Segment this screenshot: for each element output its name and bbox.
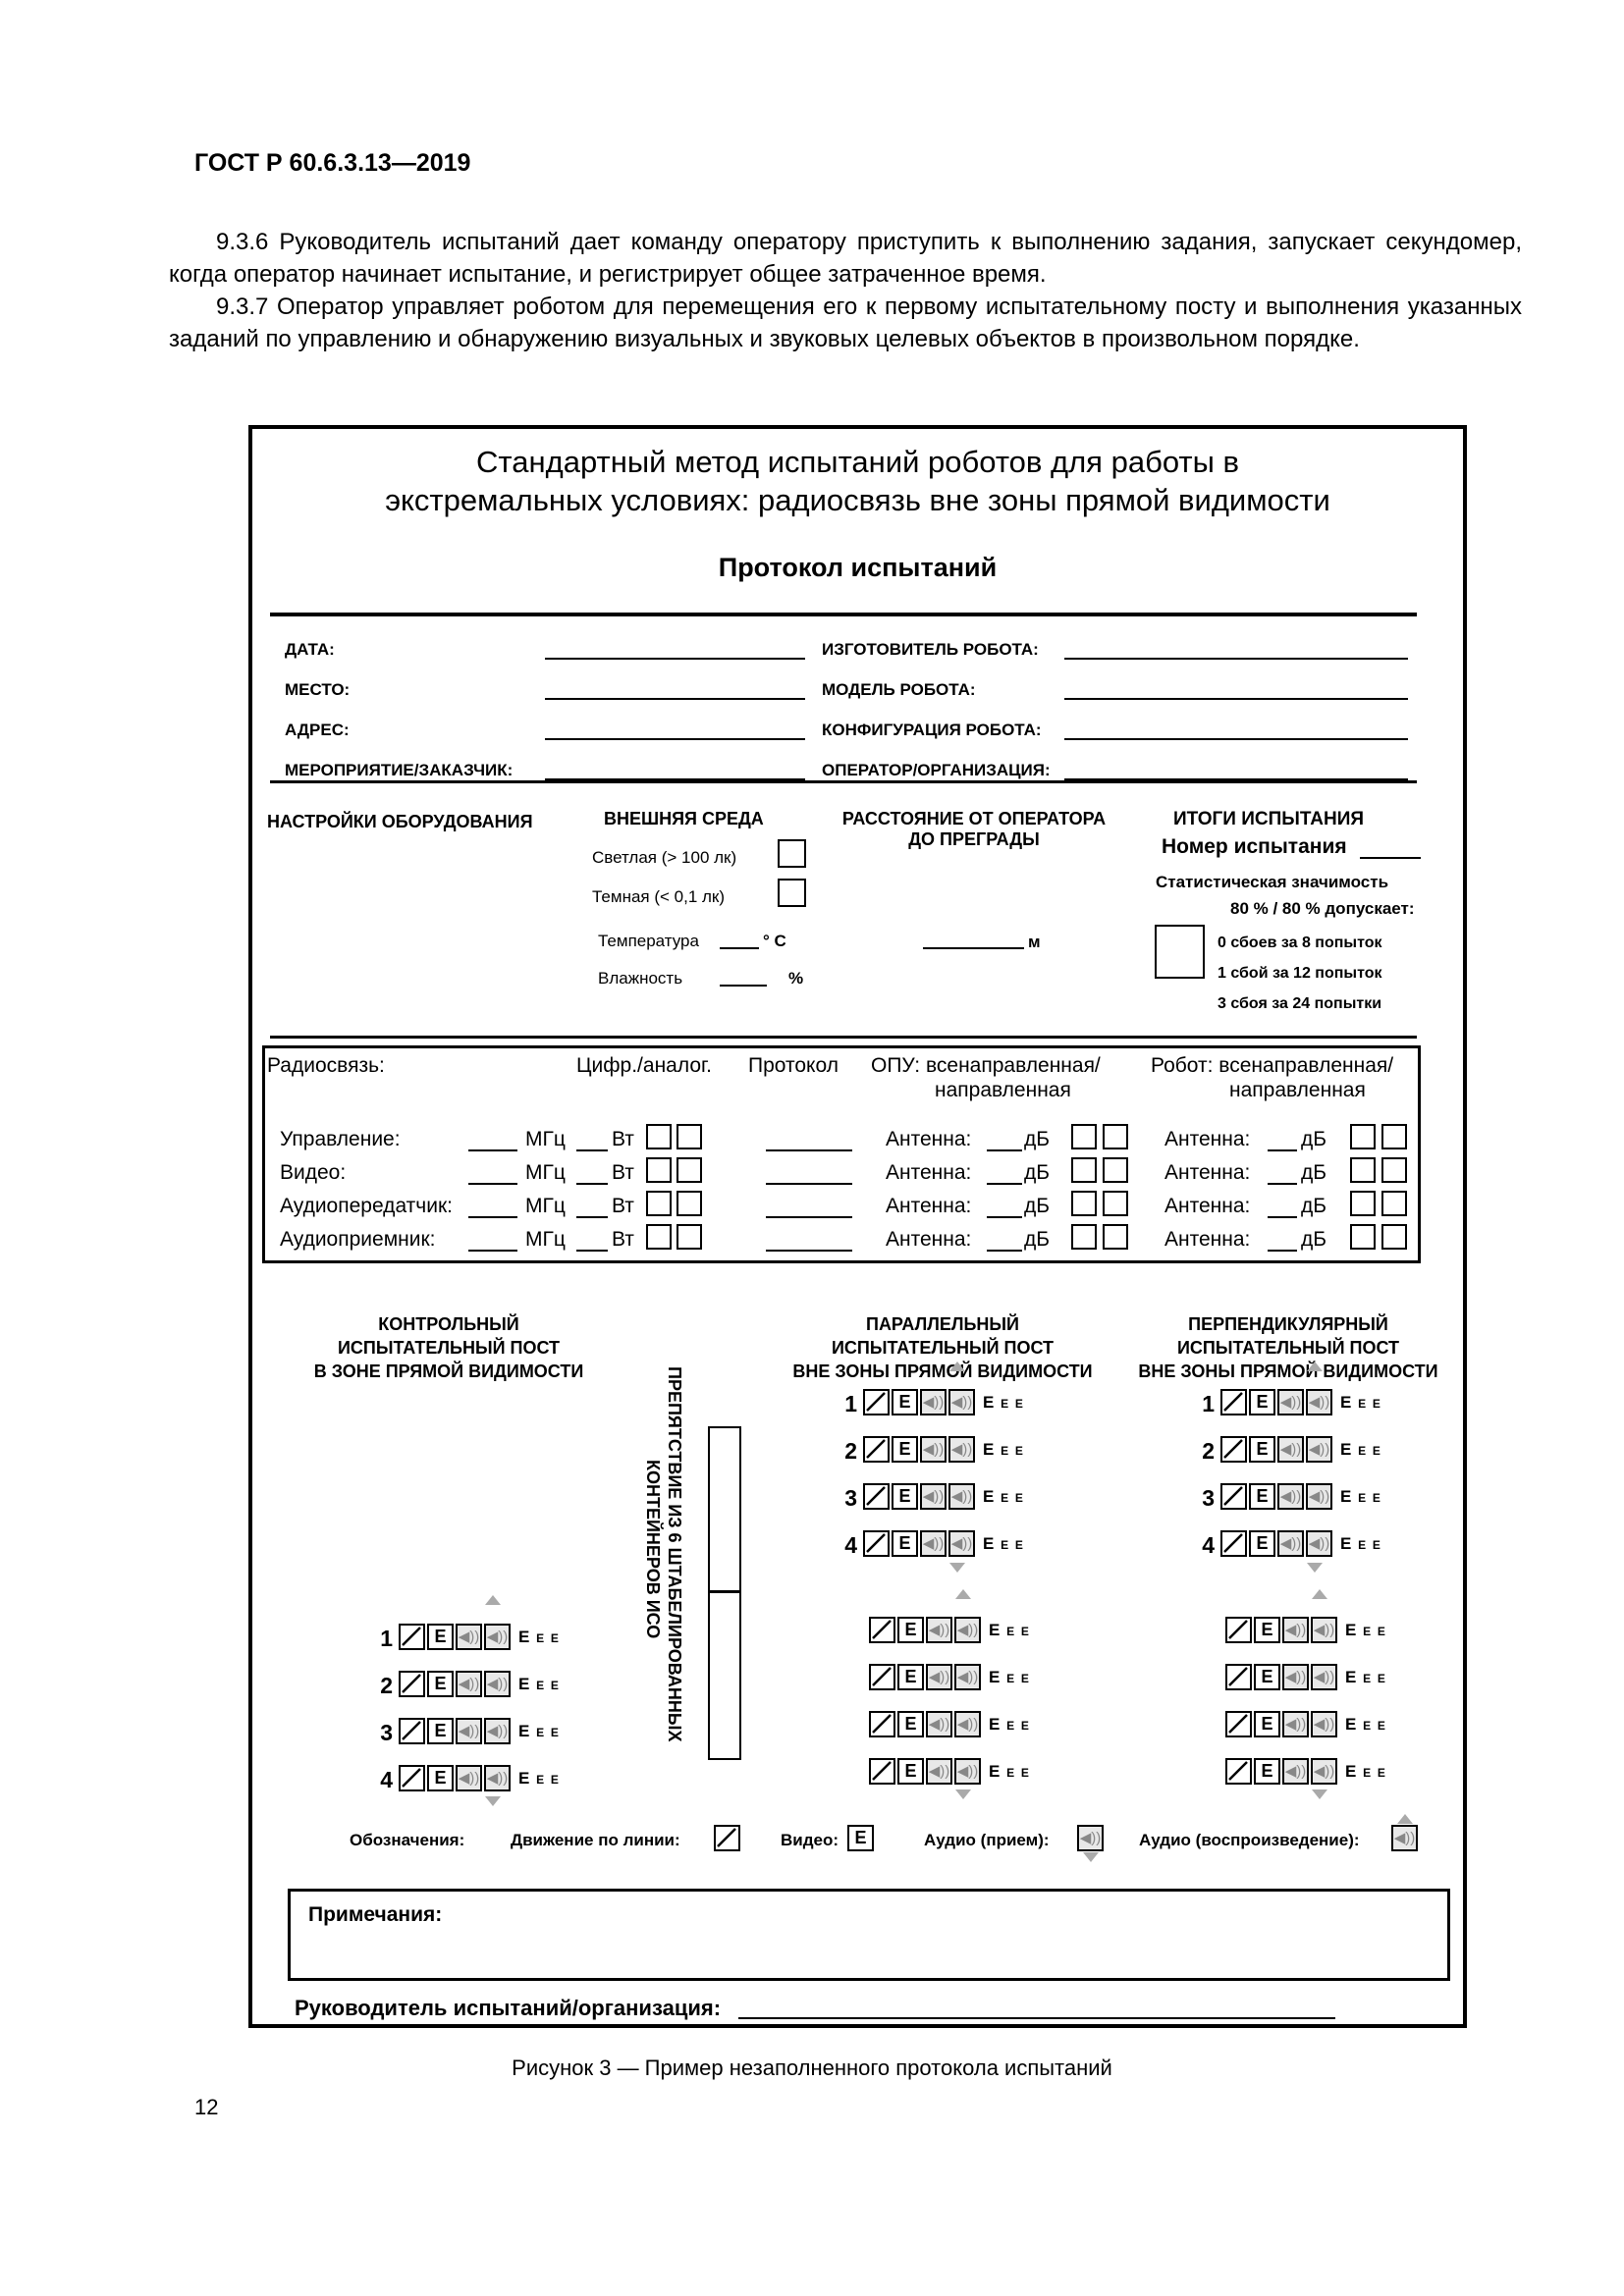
analog-checkbox[interactable] xyxy=(677,1124,702,1149)
video-target-icon[interactable]: Е xyxy=(897,1617,924,1643)
robot-antenna-label: Антенна: xyxy=(1164,1195,1251,1217)
move-line-icon[interactable] xyxy=(863,1436,890,1463)
ocu-db-unit: дБ xyxy=(1024,1195,1051,1217)
radio-row-label: Видео: xyxy=(280,1161,347,1184)
light-label: Светлая (> 100 лк) xyxy=(592,848,737,867)
eye-chart-text: Е Е Е xyxy=(518,1628,560,1646)
watt-field[interactable] xyxy=(576,1250,608,1252)
ocu-omni-checkbox[interactable] xyxy=(1071,1124,1097,1149)
perpendicular-station-row-lower xyxy=(1204,1711,1400,1740)
audio-tx-icon[interactable]: ◀)) xyxy=(1311,1758,1337,1785)
radio-row-label: Аудиопередатчик: xyxy=(280,1195,453,1217)
station-number: 3 xyxy=(380,1720,393,1745)
move-line-icon[interactable] xyxy=(869,1664,895,1690)
station-number: 3 xyxy=(844,1485,857,1511)
robot-omni-checkbox[interactable] xyxy=(1350,1191,1376,1216)
move-line-icon[interactable] xyxy=(1225,1711,1252,1737)
parallel-station-row-lower xyxy=(847,1664,1044,1693)
eye-chart-text: Е Е Е xyxy=(1340,1393,1381,1412)
ocu-db-field[interactable] xyxy=(987,1149,1022,1151)
audio-rx-icon[interactable]: ◀)) xyxy=(1277,1436,1304,1463)
audio-tx-icon[interactable]: ◀)) xyxy=(484,1765,511,1791)
col-digital: Цифр./аналог. xyxy=(576,1054,712,1077)
ocu-directional-checkbox[interactable] xyxy=(1103,1224,1128,1250)
audio-rx-icon[interactable]: ◀)) xyxy=(926,1664,952,1690)
move-line-icon[interactable] xyxy=(869,1617,895,1643)
audio-tx-icon[interactable]: ◀)) xyxy=(1306,1389,1332,1415)
parallel-station-row-lower xyxy=(847,1758,1044,1788)
down-arrow-icon xyxy=(1312,1789,1327,1799)
move-line-icon[interactable] xyxy=(869,1711,895,1737)
radio-row-label: Аудиоприемник: xyxy=(280,1228,436,1251)
paragraph-936: 9.3.6 Руководитель испытаний дает команду оператору приступить к выполнению задания, запускает секундомер, когда оператор начинает испытание, и регистрирует общее затраченное время. xyxy=(169,229,1522,288)
audio-rx-icon[interactable]: ◀)) xyxy=(456,1718,482,1744)
video-target-icon[interactable]: Е xyxy=(427,1718,454,1744)
label-place: МЕСТО: xyxy=(285,680,351,699)
video-target-icon[interactable]: Е xyxy=(1254,1711,1280,1737)
eye-chart-text: Е Е Е xyxy=(1340,1534,1381,1553)
robot-antenna-label: Антенна: xyxy=(1164,1128,1251,1150)
manufacturer-field[interactable] xyxy=(1064,658,1408,660)
dark-checkbox[interactable] xyxy=(778,879,806,907)
audio-tx-icon[interactable]: ◀)) xyxy=(954,1617,981,1643)
robot-antenna-label: Антенна: xyxy=(1164,1228,1251,1251)
mhz-field[interactable] xyxy=(468,1216,517,1218)
robot-omni-checkbox[interactable] xyxy=(1350,1224,1376,1250)
video-target-icon[interactable]: Е xyxy=(892,1436,918,1463)
legend-audio-rx-label: Аудио (прием): xyxy=(924,1831,1050,1849)
protocol-field[interactable] xyxy=(766,1149,852,1151)
paragraph-937: 9.3.7 Оператор управляет роботом для перемещения его к первому испытательному посту и выполнения указанных заданий по управлению и обнаружению визуальных и звуковых целевых объектов в произвольном порядке. xyxy=(169,294,1522,352)
distance-title-1: РАССТОЯНИЕ ОТ ОПЕРАТОРА xyxy=(841,809,1107,828)
ocu-antenna-label: Антенна: xyxy=(886,1195,972,1217)
video-target-icon[interactable]: Е xyxy=(427,1624,454,1650)
video-target-icon[interactable]: Е xyxy=(897,1711,924,1737)
move-line-icon[interactable] xyxy=(399,1624,425,1650)
mhz-field[interactable] xyxy=(468,1149,517,1151)
humidity-unit: % xyxy=(788,969,804,988)
video-target-icon[interactable]: Е xyxy=(1249,1530,1275,1557)
eye-chart-text: Е Е Е xyxy=(989,1668,1030,1686)
station-number: 1 xyxy=(1202,1391,1215,1416)
video-target-icon[interactable]: Е xyxy=(892,1483,918,1510)
eye-chart-text: Е Е Е xyxy=(518,1722,560,1740)
robot-db-unit: дБ xyxy=(1301,1228,1327,1251)
stat-significance-2: 80 % / 80 % допускает: xyxy=(1230,899,1415,918)
form-title-line1: Стандартный метод испытаний роботов для работы в xyxy=(476,445,1239,479)
parallel-station-title: ПАРАЛЛЕЛЬНЫЙ ИСПЫТАТЕЛЬНЫЙ ПОСТ ВНЕ ЗОНЫ ПРЯМОЙ ВИДИМОСТИ xyxy=(792,1314,1093,1381)
control-station-row xyxy=(377,1671,573,1700)
video-target-icon[interactable]: Е xyxy=(427,1671,454,1697)
robot-omni-checkbox[interactable] xyxy=(1350,1157,1376,1183)
move-line-icon[interactable] xyxy=(1225,1758,1252,1785)
control-station-row xyxy=(377,1718,573,1747)
radio-label: Радиосвязь: xyxy=(267,1054,385,1077)
station-number: 2 xyxy=(844,1438,857,1464)
perpendicular-station-row-upper xyxy=(1199,1436,1395,1466)
eye-chart-text: Е Е Е xyxy=(1345,1621,1386,1639)
audio-rx-icon[interactable]: ◀)) xyxy=(920,1483,947,1510)
watt-unit: Вт xyxy=(612,1161,634,1184)
obstacle-label: ПРЕПЯТСТВИЕ ИЗ 6 ШТАБЕЛИРОВАННЫХ КОНТЕЙНЕРОВ ИСО xyxy=(643,1366,684,1742)
station-number: 4 xyxy=(380,1767,393,1792)
robot-db-unit: дБ xyxy=(1301,1128,1327,1150)
ocu-omni-checkbox[interactable] xyxy=(1071,1157,1097,1183)
digital-checkbox[interactable] xyxy=(646,1224,672,1250)
video-target-icon[interactable]: Е xyxy=(897,1664,924,1690)
temperature-label: Температура xyxy=(598,932,699,950)
down-arrow-icon xyxy=(949,1563,965,1573)
label-manufacturer: ИЗГОТОВИТЕЛЬ РОБОТА: xyxy=(822,640,1039,659)
eye-chart-text: Е Е Е xyxy=(518,1769,560,1788)
audio-tx-icon[interactable]: ◀)) xyxy=(1306,1436,1332,1463)
label-address: АДРЕС: xyxy=(285,721,350,739)
eye-chart-text: Е Е Е xyxy=(983,1393,1024,1412)
settings-divider xyxy=(270,1036,1417,1039)
protocol-field[interactable] xyxy=(766,1183,852,1185)
notes-box[interactable] xyxy=(288,1889,1450,1981)
date-field[interactable] xyxy=(545,658,805,660)
notes-label: Примечания: xyxy=(308,1903,443,1926)
audio-tx-icon[interactable]: ◀)) xyxy=(954,1664,981,1690)
audio-rx-icon[interactable]: ◀)) xyxy=(926,1711,952,1737)
watt-unit: Вт xyxy=(612,1228,634,1251)
eye-chart-text: Е Е Е xyxy=(1345,1762,1386,1781)
place-field[interactable] xyxy=(545,698,805,700)
move-line-icon[interactable] xyxy=(863,1389,890,1415)
station-number: 4 xyxy=(1202,1532,1215,1558)
audio-rx-icon[interactable]: ◀)) xyxy=(456,1624,482,1650)
digital-checkbox[interactable] xyxy=(646,1191,672,1216)
audio-rx-icon[interactable]: ◀)) xyxy=(1282,1617,1309,1643)
audio-tx-icon[interactable]: ◀)) xyxy=(948,1530,975,1557)
parallel-station-row-lower xyxy=(847,1711,1044,1740)
control-station-title: КОНТРОЛЬНЫЙ ИСПЫТАТЕЛЬНЫЙ ПОСТ В ЗОНЕ ПРЯМОЙ ВИДИМОСТИ xyxy=(313,1314,584,1381)
distance-title-2: ДО ПРЕГРАДЫ xyxy=(908,829,1040,849)
perpendicular-station-row-lower xyxy=(1204,1617,1400,1646)
audio-tx-icon[interactable]: ◀)) xyxy=(1311,1664,1337,1690)
criterion-1: 0 сбоев за 8 попыток xyxy=(1218,934,1382,951)
analog-checkbox[interactable] xyxy=(677,1224,702,1250)
video-target-icon[interactable]: Е xyxy=(1249,1483,1275,1510)
video-target-icon[interactable]: Е xyxy=(1249,1436,1275,1463)
watt-field[interactable] xyxy=(576,1216,608,1218)
eye-chart-text: Е Е Е xyxy=(983,1440,1024,1459)
robot-db-field[interactable] xyxy=(1268,1216,1297,1218)
col-ocu-2: направленная xyxy=(935,1079,1071,1101)
label-operator: ОПЕРАТОР/ОРГАНИЗАЦИЯ: xyxy=(822,761,1051,779)
move-line-icon[interactable] xyxy=(863,1530,890,1557)
station-number: 3 xyxy=(1202,1485,1215,1511)
eye-chart-text: Е Е Е xyxy=(989,1762,1030,1781)
label-date: ДАТА: xyxy=(285,640,335,659)
audio-tx-icon[interactable]: ◀)) xyxy=(954,1758,981,1785)
signature-field[interactable] xyxy=(738,2017,1335,2019)
audio-rx-icon[interactable]: ◀)) xyxy=(1282,1758,1309,1785)
down-arrow-icon xyxy=(955,1789,971,1799)
audio-rx-icon[interactable]: ◀)) xyxy=(1277,1483,1304,1510)
audio-rx-icon[interactable]: ◀)) xyxy=(456,1765,482,1791)
mhz-field[interactable] xyxy=(468,1183,517,1185)
ocu-db-unit: дБ xyxy=(1024,1161,1051,1184)
audio-tx-icon[interactable]: ◀)) xyxy=(954,1711,981,1737)
ocu-directional-checkbox[interactable] xyxy=(1103,1191,1128,1216)
eye-chart-text: Е Е Е xyxy=(518,1675,560,1693)
audio-rx-icon[interactable]: ◀)) xyxy=(1282,1711,1309,1737)
move-line-icon[interactable] xyxy=(1225,1664,1252,1690)
eye-chart-text: Е Е Е xyxy=(1340,1487,1381,1506)
document-code: ГОСТ Р 60.6.3.13—2019 xyxy=(194,149,471,177)
legend-video-label: Видео: xyxy=(781,1831,839,1849)
audio-rx-icon[interactable]: ◀)) xyxy=(920,1530,947,1557)
ocu-antenna-label: Антенна: xyxy=(886,1228,972,1251)
parallel-station-row-upper xyxy=(841,1530,1038,1560)
video-target-icon[interactable]: Е xyxy=(1254,1664,1280,1690)
video-target-icon[interactable]: Е xyxy=(1254,1617,1280,1643)
up-arrow-icon xyxy=(955,1589,971,1599)
video-target-icon[interactable]: Е xyxy=(892,1389,918,1415)
title-divider xyxy=(270,613,1417,616)
audio-tx-icon[interactable]: ◀)) xyxy=(1311,1617,1337,1643)
watt-unit: Вт xyxy=(612,1195,634,1217)
eye-chart-text: Е Е Е xyxy=(983,1534,1024,1553)
info-divider xyxy=(270,780,1417,783)
humidity-label: Влажность xyxy=(598,969,683,988)
audio-tx-icon[interactable]: ◀)) xyxy=(484,1624,511,1650)
eye-chart-text: Е Е Е xyxy=(1340,1440,1381,1459)
environment-title: ВНЕШНЯЯ СРЕДА xyxy=(604,809,764,828)
audio-tx-icon[interactable]: ◀)) xyxy=(1306,1530,1332,1557)
col-robot-2: направленная xyxy=(1229,1079,1366,1101)
digital-checkbox[interactable] xyxy=(646,1124,672,1149)
configuration-field[interactable] xyxy=(1064,738,1408,740)
robot-directional-checkbox[interactable] xyxy=(1381,1157,1407,1183)
eye-chart-text: Е Е Е xyxy=(983,1487,1024,1506)
move-line-icon[interactable] xyxy=(1220,1530,1247,1557)
results-checkbox[interactable] xyxy=(1155,925,1205,979)
move-line-icon[interactable] xyxy=(1220,1436,1247,1463)
video-target-icon[interactable]: Е xyxy=(897,1758,924,1785)
stat-significance-1: Статистическая значимость xyxy=(1156,873,1389,891)
audio-tx-icon[interactable]: ◀)) xyxy=(948,1483,975,1510)
page-number: 12 xyxy=(194,2095,219,2119)
audio-tx-icon[interactable]: ◀)) xyxy=(484,1671,511,1697)
radio-row-label: Управление: xyxy=(280,1128,401,1150)
ocu-directional-checkbox[interactable] xyxy=(1103,1157,1128,1183)
video-target-icon[interactable]: Е xyxy=(1254,1758,1280,1785)
eye-chart-text: Е Е Е xyxy=(1345,1715,1386,1734)
down-arrow-icon xyxy=(1307,1563,1323,1573)
figure-caption: Рисунок 3 — Пример незаполненного протокола испытаний xyxy=(512,2056,1112,2080)
station-number: 1 xyxy=(380,1626,393,1651)
control-station-row xyxy=(377,1624,573,1653)
light-checkbox[interactable] xyxy=(778,839,806,868)
ocu-antenna-label: Антенна: xyxy=(886,1161,972,1184)
perpendicular-station-row-lower xyxy=(1204,1758,1400,1788)
up-arrow-icon xyxy=(1312,1589,1327,1599)
audio-tx-icon[interactable]: ◀)) xyxy=(1311,1711,1337,1737)
criterion-2: 1 сбой за 12 попыток xyxy=(1218,965,1382,982)
station-number: 4 xyxy=(844,1532,857,1558)
dark-label: Темная (< 0,1 лк) xyxy=(592,887,726,906)
perpendicular-station-row-upper xyxy=(1199,1483,1395,1513)
ocu-db-field[interactable] xyxy=(987,1250,1022,1252)
parallel-station-row-upper xyxy=(841,1436,1038,1466)
signature-label: Руководитель испытаний/организация: xyxy=(295,1996,722,2020)
obstacle-divider xyxy=(708,1590,741,1593)
ocu-omni-checkbox[interactable] xyxy=(1071,1191,1097,1216)
mhz-field[interactable] xyxy=(468,1250,517,1252)
audio-tx-icon[interactable]: ◀)) xyxy=(948,1389,975,1415)
station-number: 2 xyxy=(380,1673,393,1698)
test-protocol-form: Стандартный метод испытаний роботов для работы в экстремальных условиях: радиосвязь вне зоны прямой видимости Протокол испытаний ДАТА: МЕСТО: АДРЕС: МЕРОПРИЯТИЕ/ЗАКАЗЧИК: ИЗГОТОВИТЕЛЬ РОБОТА: МОДЕЛЬ РОБОТА: КОНФИГУРАЦИЯ РОБОТА: ОПЕРАТОР/ОРГАНИЗАЦИЯ: НАСТРОЙКИ ОБОРУДОВАНИЯ ВНЕШНЯЯ СРЕДА Светлая (> 100 лк) Темная (< 0,1 лк) Температура ° С Влажность % РАССТОЯНИЕ ОТ ОПЕРАТОРА ДО ПРЕГРАДЫ м ИТОГИ ИСПЫТАНИЯ Номер испытания Статистическая значимость 80 % / 80 % допускает: 0 сбоев за 8 попыток 1 сбой за 12 попыток 3 сбоя за 24 попытки Радиосвязь: Цифр./аналог. Протокол ОПУ: всенаправленная/ направленная Робот: всенаправленная/ направленная Управление: МГц Вт Антенна: дБ Антенна: дБ Видео: МГц Вт Антенна: дБ Антенна: дБ Аудиопередатчик: МГц Вт Антенна: дБ Антенна: дБ Аудиоприемник: МГц Вт Антенна: дБ Антенна: дБ КОНТРОЛЬНЫЙ ИСПЫТАТЕЛЬНЫЙ ПОСТ В ЗОНЕ ПРЯМОЙ ВИДИМОСТИ ПАРАЛЛЕЛЬНЫЙ ИСПЫТАТЕЛЬНЫЙ ПОСТ ВНЕ ЗОНЫ ПРЯМОЙ ВИДИМОСТИ ПЕРПЕНДИКУЛЯРНЫЙ ИСПЫТАТЕЛЬНЫЙ ПОСТ ВНЕ ЗОНЫ ПРЯМОЙ ВИДИМОСТИ ПРЕПЯТСТВИЕ ИЗ 6 ШТАБЕЛИРОВАННЫХ КОНТЕЙНЕРОВ ИСО 1 Е ◀)) ◀)) Е Е Е 2 Е ◀)) ◀)) Е Е Е 3 Е ◀)) ◀)) Е Е Е 4 Е ◀)) ◀)) Е Е Е 1 Е ◀)) ◀)) Е Е Е 2 Е ◀)) ◀)) Е Е Е 3 Е ◀)) ◀)) Е Е Е 4 Е ◀)) ◀)) Е Е Е 1 Е ◀)) ◀)) Е Е Е 2 Е ◀)) ◀)) Е Е Е 3 Е ◀)) ◀)) Е Е Е 4 Е ◀)) ◀)) Е Е Е Е ◀)) ◀)) Е Е Е Е ◀)) ◀)) Е Е Е Е ◀)) ◀)) Е Е Е Е ◀)) ◀)) Е Е Е Е ◀)) ◀)) Е Е Е Е ◀)) ◀)) Е Е Е Е ◀)) ◀)) Е Е Е Е ◀)) ◀)) Е Е Е Обозначения: Движение по линии: Видео: Е Аудио (прием): ◀)) Аудио (воспроизведение): ◀)) Примечания: Руководитель испытаний/организация: xyxy=(248,425,1467,2028)
results-title: ИТОГИ ИСПЫТАНИЯ xyxy=(1172,809,1365,829)
audio-rx-icon[interactable]: ◀)) xyxy=(920,1436,947,1463)
ocu-omni-checkbox[interactable] xyxy=(1071,1224,1097,1250)
robot-directional-checkbox[interactable] xyxy=(1381,1191,1407,1216)
audio-rx-icon[interactable]: ◀)) xyxy=(1277,1389,1304,1415)
perpendicular-station-title: ПЕРПЕНДИКУЛЯРНЫЙ ИСПЫТАТЕЛЬНЫЙ ПОСТ ВНЕ ЗОНЫ ПРЯМОЙ ВИДИМОСТИ xyxy=(1138,1314,1438,1381)
mhz-unit: МГц xyxy=(525,1195,566,1217)
eye-chart-text: Е Е Е xyxy=(1345,1668,1386,1686)
ocu-db-field[interactable] xyxy=(987,1216,1022,1218)
up-arrow-icon xyxy=(949,1362,965,1371)
ocu-directional-checkbox[interactable] xyxy=(1103,1124,1128,1149)
eye-chart-text: Е Е Е xyxy=(989,1621,1030,1639)
audio-rx-icon[interactable]: ◀)) xyxy=(920,1389,947,1415)
watt-unit: Вт xyxy=(612,1128,634,1150)
test-number-label: Номер испытания xyxy=(1162,835,1347,858)
down-arrow-icon xyxy=(485,1796,501,1806)
robot-antenna-label: Антенна: xyxy=(1164,1161,1251,1184)
analog-checkbox[interactable] xyxy=(677,1157,702,1183)
legend-label: Обозначения: xyxy=(350,1831,465,1849)
legend-move-label: Движение по линии: xyxy=(511,1831,680,1849)
parallel-station-row-lower xyxy=(847,1617,1044,1646)
station-number: 2 xyxy=(1202,1438,1215,1464)
robot-directional-checkbox[interactable] xyxy=(1381,1124,1407,1149)
digital-checkbox[interactable] xyxy=(646,1157,672,1183)
col-ocu-1: ОПУ: всенаправленная/ xyxy=(871,1054,1101,1077)
move-line-icon[interactable] xyxy=(1225,1617,1252,1643)
robot-db-field[interactable] xyxy=(1268,1149,1297,1151)
move-line-icon[interactable] xyxy=(863,1483,890,1510)
criterion-3: 3 сбоя за 24 попытки xyxy=(1218,995,1382,1012)
move-line-icon[interactable] xyxy=(399,1718,425,1744)
protocol-field[interactable] xyxy=(766,1216,852,1218)
label-event: МЕРОПРИЯТИЕ/ЗАКАЗЧИК: xyxy=(285,761,514,779)
audio-tx-icon[interactable]: ◀)) xyxy=(948,1436,975,1463)
robot-omni-checkbox[interactable] xyxy=(1350,1124,1376,1149)
eye-chart-text: Е Е Е xyxy=(989,1715,1030,1734)
ocu-db-unit: дБ xyxy=(1024,1228,1051,1251)
move-line-icon[interactable] xyxy=(869,1758,895,1785)
protocol-field[interactable] xyxy=(766,1250,852,1252)
ocu-db-field[interactable] xyxy=(987,1183,1022,1185)
audio-rx-icon[interactable]: ◀)) xyxy=(1282,1664,1309,1690)
move-line-icon[interactable] xyxy=(1220,1389,1247,1415)
perpendicular-station-row-upper xyxy=(1199,1389,1395,1418)
watt-field[interactable] xyxy=(576,1183,608,1185)
form-title-line2: экстремальных условиях: радиосвязь вне зоны прямой видимости xyxy=(385,483,1330,517)
move-line-icon[interactable] xyxy=(399,1765,425,1791)
perpendicular-station-row-lower xyxy=(1204,1664,1400,1693)
parallel-station-row-upper xyxy=(841,1483,1038,1513)
mhz-unit: МГц xyxy=(525,1128,566,1150)
station-number: 1 xyxy=(844,1391,857,1416)
watt-field[interactable] xyxy=(576,1149,608,1151)
robot-db-field[interactable] xyxy=(1268,1183,1297,1185)
humidity-field[interactable] xyxy=(720,985,767,987)
label-model: МОДЕЛЬ РОБОТА: xyxy=(822,680,976,699)
robot-db-unit: дБ xyxy=(1301,1195,1327,1217)
video-target-icon[interactable]: Е xyxy=(892,1530,918,1557)
move-line-icon[interactable] xyxy=(399,1671,425,1697)
obstacle-containers xyxy=(708,1426,741,1760)
col-robot-1: Робот: всенаправленная/ xyxy=(1151,1054,1394,1077)
temperature-field[interactable] xyxy=(720,947,759,949)
audio-tx-icon[interactable]: ◀)) xyxy=(484,1718,511,1744)
up-arrow-icon xyxy=(485,1595,501,1605)
distance-unit: м xyxy=(1028,933,1041,951)
video-target-icon[interactable]: Е xyxy=(427,1765,454,1791)
analog-checkbox[interactable] xyxy=(677,1191,702,1216)
robot-db-unit: дБ xyxy=(1301,1161,1327,1184)
audio-rx-icon[interactable]: ◀)) xyxy=(456,1671,482,1697)
move-line-icon[interactable] xyxy=(1220,1483,1247,1510)
robot-directional-checkbox[interactable] xyxy=(1381,1224,1407,1250)
robot-db-field[interactable] xyxy=(1268,1250,1297,1252)
settings-title: НАСТРОЙКИ ОБОРУДОВАНИЯ xyxy=(267,812,533,831)
legend-audio-tx-label: Аудио (воспроизведение): xyxy=(1139,1831,1360,1849)
parallel-station-row-upper xyxy=(841,1389,1038,1418)
distance-field[interactable] xyxy=(923,947,1024,949)
col-protocol: Протокол xyxy=(748,1054,839,1077)
label-configuration: КОНФИГУРАЦИЯ РОБОТА: xyxy=(822,721,1042,739)
ocu-db-unit: дБ xyxy=(1024,1128,1051,1150)
model-field[interactable] xyxy=(1064,698,1408,700)
audio-rx-icon[interactable]: ◀)) xyxy=(926,1758,952,1785)
audio-rx-icon[interactable]: ◀)) xyxy=(926,1617,952,1643)
ocu-antenna-label: Антенна: xyxy=(886,1128,972,1150)
test-number-field[interactable] xyxy=(1360,857,1421,859)
audio-tx-icon[interactable]: ◀)) xyxy=(1306,1483,1332,1510)
perpendicular-station-row-upper xyxy=(1199,1530,1395,1560)
audio-rx-icon[interactable]: ◀)) xyxy=(1277,1530,1304,1557)
up-arrow-icon xyxy=(1307,1362,1323,1371)
control-station-row xyxy=(377,1765,573,1794)
mhz-unit: МГц xyxy=(525,1161,566,1184)
mhz-unit: МГц xyxy=(525,1228,566,1251)
temperature-unit: ° С xyxy=(763,932,786,950)
video-target-icon[interactable]: Е xyxy=(1249,1389,1275,1415)
form-subtitle: Протокол испытаний xyxy=(718,553,998,582)
address-field[interactable] xyxy=(545,738,805,740)
